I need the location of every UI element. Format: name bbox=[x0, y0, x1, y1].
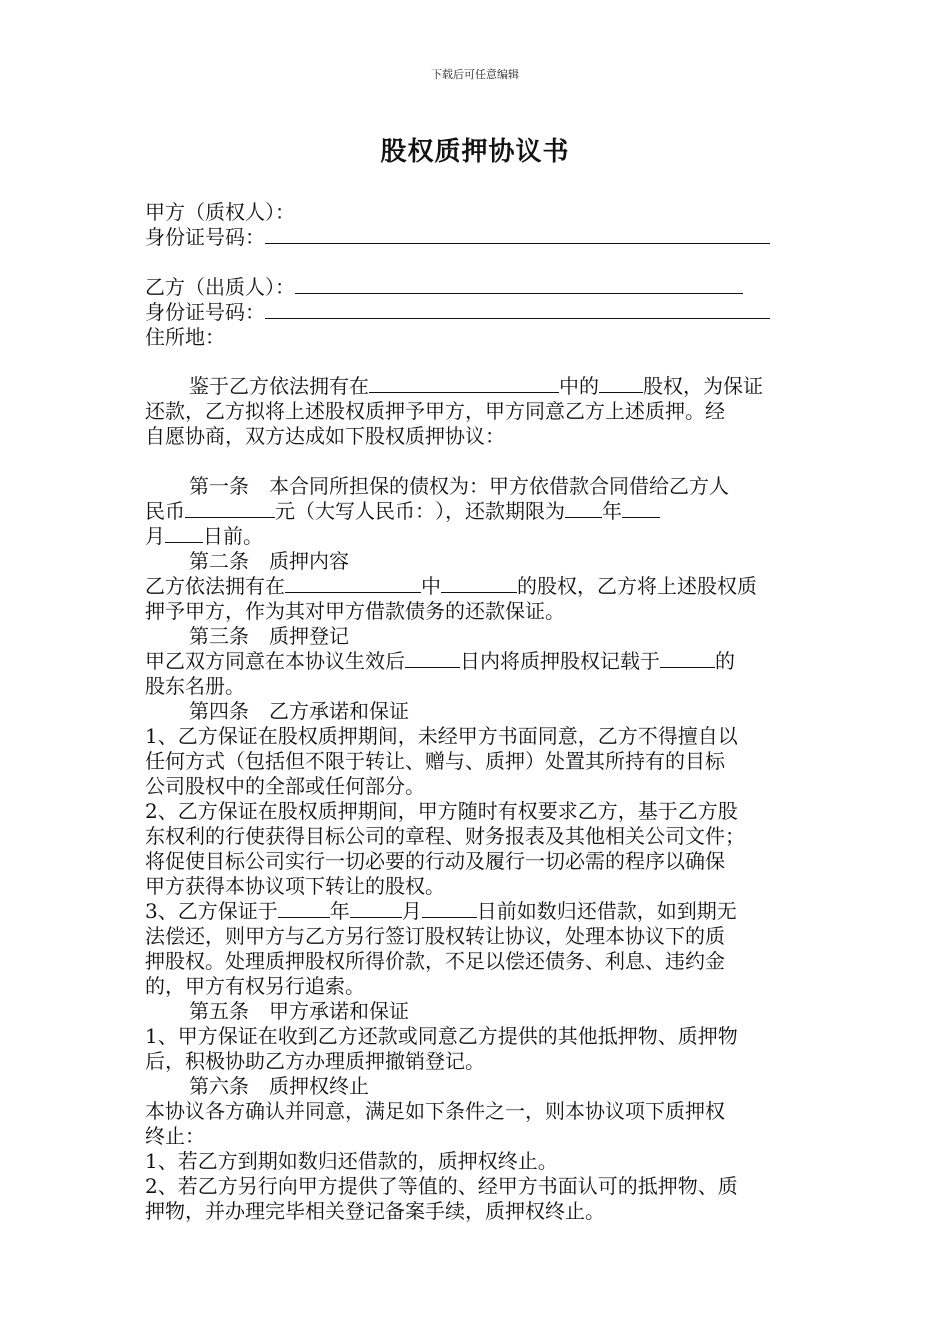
address-label: 住所地： bbox=[145, 325, 225, 349]
register-blank bbox=[660, 649, 715, 668]
share-blank bbox=[599, 374, 643, 393]
page-header-note: 下载后可任意编辑 bbox=[431, 68, 519, 81]
party-b-id-blank bbox=[265, 300, 770, 319]
year-blank bbox=[565, 499, 602, 518]
party-a-label: 甲方（质权人）： bbox=[145, 200, 295, 224]
amount-blank bbox=[185, 499, 275, 518]
article-1-text: 日前。 bbox=[203, 524, 263, 548]
article-1-line-2 bbox=[145, 499, 660, 524]
article-4-p3-line-3: 押股权。处理质押股权所得价款，不足以偿还债务、利息、违约金 bbox=[145, 949, 725, 973]
article-1-text: ），还款期限为 bbox=[435, 499, 565, 523]
party-b-id-label: 身份证号码： bbox=[145, 300, 265, 324]
article-4-p3-line-1 bbox=[145, 899, 737, 924]
day-blank bbox=[422, 899, 477, 918]
address-line bbox=[145, 325, 225, 350]
year-blank bbox=[278, 899, 330, 918]
article-4-p1-line-2: 任何方式（包括但不限于转让、赠与、质押）处置其所持有的目标 bbox=[145, 749, 725, 773]
article-6-line-5: 押物，并办理完毕相关登记备案手续，质押权终止。 bbox=[145, 1199, 605, 1223]
preamble-line-3: 自愿协商，双方达成如下股权质押协议： bbox=[145, 424, 505, 448]
party-a-id-line bbox=[145, 225, 770, 250]
article-5-heading: 第五条 甲方承诺和保证 bbox=[189, 999, 409, 1023]
document-title: 股权质押协议书 bbox=[380, 137, 570, 167]
article-4-p2-line-1: 2、乙方保证在股权质押期间，甲方随时有权要求乙方，基于乙方股 bbox=[145, 799, 738, 823]
article-4-p2-line-3: 将促使目标公司实行一切必要的行动及履行一切必需的程序以确保 bbox=[145, 849, 725, 873]
party-a-id-blank bbox=[265, 225, 770, 244]
article-3-text: 日内将质押股权记载于 bbox=[460, 649, 660, 673]
article-2-text: 的股权，乙方将上述股权质 bbox=[517, 574, 757, 598]
article-6-line-4: 2、若乙方另行向甲方提供了等值的、经甲方书面认可的抵押物、质 bbox=[145, 1174, 738, 1198]
article-3-text: 甲乙双方同意在本协议生效后 bbox=[145, 649, 405, 673]
article-2-heading: 第二条 质押内容 bbox=[189, 549, 349, 573]
preamble-text: 股权，为保证 bbox=[643, 374, 763, 398]
article-6-line-2: 终止： bbox=[145, 1124, 205, 1148]
article-2-text: 中 bbox=[421, 574, 441, 598]
article-2-line-1 bbox=[145, 574, 757, 599]
article-6-line-1: 本协议各方确认并同意，满足如下条件之一，则本协议项下质押权 bbox=[145, 1099, 725, 1123]
days-blank bbox=[405, 649, 460, 668]
article-6-heading: 第六条 质押权终止 bbox=[189, 1074, 369, 1098]
preamble-line-1 bbox=[189, 374, 763, 399]
article-2-line-2: 押予甲方，作为其对甲方借款债务的还款保证。 bbox=[145, 599, 565, 623]
month-blank bbox=[622, 499, 660, 518]
party-a-line bbox=[145, 200, 295, 225]
preamble-line-2: 还款，乙方拟将上述股权质押予甲方，甲方同意乙方上述质押。经 bbox=[145, 399, 725, 423]
article-1-text: 民币 bbox=[145, 499, 185, 523]
company-blank bbox=[369, 374, 559, 393]
article-4-p1-line-3: 公司股权中的全部或任何部分。 bbox=[145, 774, 425, 798]
article-5-line-1: 1、甲方保证在收到乙方还款或同意乙方提供的其他抵押物、质押物 bbox=[145, 1024, 738, 1048]
article-4-p3-line-2: 法偿还，则甲方与乙方另行签订股权转让协议，处理本协议下的质 bbox=[145, 924, 725, 948]
article-5-line-2: 后，积极协助乙方办理质押撤销登记。 bbox=[145, 1049, 485, 1073]
article-1-text: 年 bbox=[602, 499, 622, 523]
article-4-p2-line-4: 甲方获得本协议项下转让的股权。 bbox=[145, 874, 445, 898]
article-1-text: 月 bbox=[145, 524, 165, 548]
article-4-heading: 第四条 乙方承诺和保证 bbox=[189, 699, 409, 723]
article-1-line-1: 第一条 本合同所担保的债权为：甲方依借款合同借给乙方人 bbox=[189, 474, 729, 498]
party-b-label: 乙方（出质人）： bbox=[145, 275, 295, 299]
article-4-p3-line-4: 的，甲方有权另行追索。 bbox=[145, 974, 365, 998]
article-4-p1-line-1: 1、乙方保证在股权质押期间，未经甲方书面同意，乙方不得擅自以 bbox=[145, 724, 738, 748]
party-b-line bbox=[145, 275, 743, 300]
preamble-text: 中的 bbox=[559, 374, 599, 398]
article-4-text: 年 bbox=[329, 899, 350, 923]
article-6-line-3: 1、若乙方到期如数归还借款的，质押权终止。 bbox=[145, 1149, 558, 1173]
article-4-text: 月 bbox=[401, 899, 422, 923]
month-blank bbox=[350, 899, 402, 918]
article-1-line-3 bbox=[145, 524, 263, 549]
article-4-p2-line-2: 东权利的行使获得目标公司的章程、财务报表及其他相关公司文件； bbox=[145, 824, 745, 848]
share-blank bbox=[441, 574, 517, 593]
article-3-text: 的 bbox=[715, 649, 735, 673]
article-2-text: 乙方依法拥有在 bbox=[145, 574, 285, 598]
article-4-text: 日前如数归还借款，如到期无 bbox=[476, 899, 737, 923]
article-3-line-1 bbox=[145, 649, 735, 674]
party-b-id-line bbox=[145, 300, 770, 325]
company-blank bbox=[285, 574, 421, 593]
party-b-name-blank bbox=[295, 275, 743, 294]
article-3-heading: 第三条 质押登记 bbox=[189, 624, 349, 648]
article-1-text: 元（大写人民币： bbox=[275, 499, 435, 523]
preamble-text: 鉴于乙方依法拥有在 bbox=[189, 374, 369, 398]
party-a-id-label: 身份证号码： bbox=[145, 225, 265, 249]
day-blank bbox=[165, 524, 203, 543]
article-3-line-2: 股东名册。 bbox=[145, 674, 245, 698]
article-4-text: 3、乙方保证于 bbox=[145, 899, 278, 923]
